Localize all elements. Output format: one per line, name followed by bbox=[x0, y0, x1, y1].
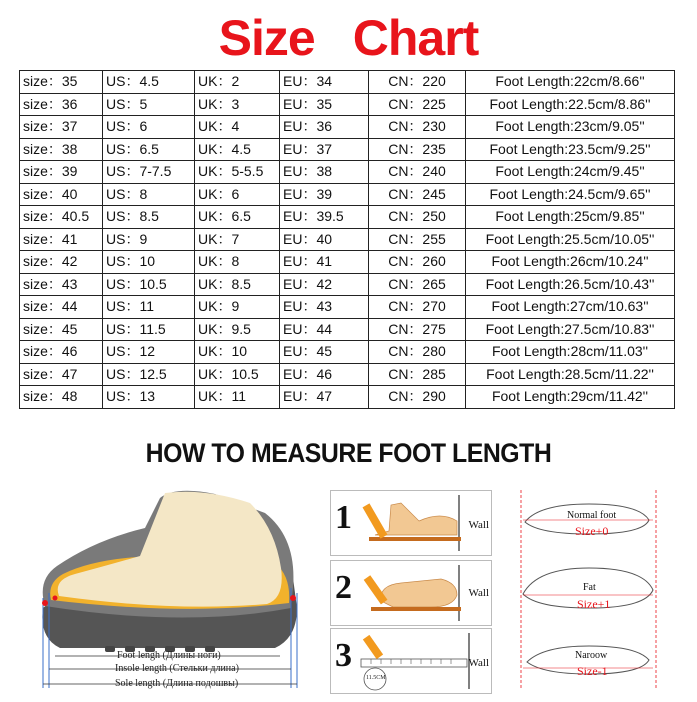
uk-cell: UK：10.5 bbox=[195, 363, 280, 386]
table-row bbox=[20, 138, 675, 161]
step-3-wall-label: Wall bbox=[468, 657, 489, 669]
cn-cell: CN：225 bbox=[369, 93, 466, 116]
uk-cell: UK：7 bbox=[195, 228, 280, 251]
eu-cell: EU：47 bbox=[280, 386, 369, 409]
uk-cell: UK：9.5 bbox=[195, 318, 280, 341]
table-row bbox=[20, 116, 675, 139]
us-cell: US：6.5 bbox=[103, 138, 195, 161]
step-1-number: 1 bbox=[335, 499, 352, 536]
foot-length-cell: Foot Length:25.5cm/10.05'' bbox=[466, 228, 675, 251]
us-cell: US：12 bbox=[103, 341, 195, 364]
uk-cell: UK：6.5 bbox=[195, 206, 280, 229]
eu-cell: EU：42 bbox=[280, 273, 369, 296]
eu-cell: EU：39 bbox=[280, 183, 369, 206]
table-row bbox=[20, 318, 675, 341]
eu-cell: EU：39.5 bbox=[280, 206, 369, 229]
size-cell: size：43 bbox=[20, 273, 103, 296]
us-cell: US：6 bbox=[103, 116, 195, 139]
foot-length-cell: Foot Length:24cm/9.45'' bbox=[466, 161, 675, 184]
cn-cell: CN：255 bbox=[369, 228, 466, 251]
table-row bbox=[20, 251, 675, 274]
uk-cell: UK：11 bbox=[195, 386, 280, 409]
size-cell: size：37 bbox=[20, 116, 103, 139]
step-3-number: 3 bbox=[335, 637, 352, 674]
foot-length-cell: Foot Length:22cm/8.66'' bbox=[466, 71, 675, 94]
foot-length-label: Foot lengh (Длины ноги) bbox=[117, 650, 221, 661]
table-row bbox=[20, 363, 675, 386]
foot-length-cell: Foot Length:26.5cm/10.43'' bbox=[466, 273, 675, 296]
size-cell: size：35 bbox=[20, 71, 103, 94]
foot-length-cell: Foot Length:27cm/10.63'' bbox=[466, 296, 675, 319]
foot-length-cell: Foot Length:23cm/9.05'' bbox=[466, 116, 675, 139]
eu-cell: EU：34 bbox=[280, 71, 369, 94]
us-cell: US：9 bbox=[103, 228, 195, 251]
us-cell: US：7-7.5 bbox=[103, 161, 195, 184]
uk-cell: UK：8 bbox=[195, 251, 280, 274]
us-cell: US：10.5 bbox=[103, 273, 195, 296]
uk-cell: UK：6 bbox=[195, 183, 280, 206]
cn-cell: CN：230 bbox=[369, 116, 466, 139]
insole-length-label: Insole length (Стельки длина) bbox=[115, 663, 239, 674]
step-1-wall-label: Wall bbox=[468, 519, 489, 531]
foot-length-cell: Foot Length:28.5cm/11.22'' bbox=[466, 363, 675, 386]
cn-cell: CN：240 bbox=[369, 161, 466, 184]
size-cell: size：48 bbox=[20, 386, 103, 409]
eu-cell: EU：45 bbox=[280, 341, 369, 364]
step-3-ruler-graphic bbox=[331, 629, 491, 693]
foot-length-cell: Foot Length:28cm/11.03'' bbox=[466, 341, 675, 364]
uk-cell: UK：9 bbox=[195, 296, 280, 319]
uk-cell: UK：10 bbox=[195, 341, 280, 364]
foot-type-normal-size: Size+0 bbox=[575, 524, 609, 538]
eu-cell: EU：35 bbox=[280, 93, 369, 116]
cn-cell: CN：275 bbox=[369, 318, 466, 341]
table-row bbox=[20, 161, 675, 184]
size-cell: size：40 bbox=[20, 183, 103, 206]
cn-cell: CN：290 bbox=[369, 386, 466, 409]
us-cell: US：5 bbox=[103, 93, 195, 116]
how-to-measure-heading: HOW TO MEASURE FOOT LENGTH bbox=[145, 438, 552, 468]
table-row bbox=[20, 273, 675, 296]
table-row bbox=[20, 71, 675, 94]
eu-cell: EU：40 bbox=[280, 228, 369, 251]
foot-type-narrow-size: Size-1 bbox=[577, 664, 608, 678]
uk-cell: UK：2 bbox=[195, 71, 280, 94]
size-chart-table bbox=[19, 70, 675, 409]
uk-cell: UK：4 bbox=[195, 116, 280, 139]
foot-types-panel bbox=[519, 490, 658, 690]
us-cell: US：8.5 bbox=[103, 206, 195, 229]
step-2-number: 2 bbox=[335, 569, 352, 606]
size-cell: size：44 bbox=[20, 296, 103, 319]
page-title bbox=[0, 8, 697, 68]
foot-length-cell: Foot Length:23.5cm/9.25'' bbox=[466, 138, 675, 161]
foot-type-normal-name: Normal foot bbox=[567, 510, 617, 521]
foot-type-fat-size: Size+1 bbox=[577, 597, 611, 611]
ruler-mark-label: 11.5CM bbox=[366, 675, 386, 681]
foot-type-fat-name: Fat bbox=[583, 582, 596, 593]
table-row bbox=[20, 93, 675, 116]
uk-cell: UK：8.5 bbox=[195, 273, 280, 296]
shoe-cross-section-illustration bbox=[35, 488, 310, 693]
size-cell: size：45 bbox=[20, 318, 103, 341]
sole-length-label: Sole length (Длина подошвы) bbox=[115, 678, 239, 689]
eu-cell: EU：37 bbox=[280, 138, 369, 161]
foot-type-narrow-name: Naroow bbox=[575, 650, 608, 661]
step-2-panel bbox=[330, 560, 492, 626]
cn-cell: CN：285 bbox=[369, 363, 466, 386]
foot-length-cell: Foot Length:25cm/9.85'' bbox=[466, 206, 675, 229]
size-cell: size：42 bbox=[20, 251, 103, 274]
table-row bbox=[20, 228, 675, 251]
step-2-wall-label: Wall bbox=[468, 587, 489, 599]
eu-cell: EU：44 bbox=[280, 318, 369, 341]
step-3-panel bbox=[330, 628, 492, 694]
uk-cell: UK：5-5.5 bbox=[195, 161, 280, 184]
table-row bbox=[20, 296, 675, 319]
step-1-panel bbox=[330, 490, 492, 556]
size-cell: size：39 bbox=[20, 161, 103, 184]
cn-cell: CN：235 bbox=[369, 138, 466, 161]
foot-length-cell: Foot Length:22.5cm/8.86'' bbox=[466, 93, 675, 116]
uk-cell: UK：3 bbox=[195, 93, 280, 116]
step-2-foot-graphic bbox=[331, 561, 491, 625]
table-row bbox=[20, 386, 675, 409]
foot-length-cell: Foot Length:27.5cm/10.83'' bbox=[466, 318, 675, 341]
foot-length-cell: Foot Length:24.5cm/9.65'' bbox=[466, 183, 675, 206]
size-cell: size：36 bbox=[20, 93, 103, 116]
cn-cell: CN：250 bbox=[369, 206, 466, 229]
eu-cell: EU：46 bbox=[280, 363, 369, 386]
size-cell: size：47 bbox=[20, 363, 103, 386]
eu-cell: EU：43 bbox=[280, 296, 369, 319]
title-size: Size bbox=[218, 10, 315, 66]
cn-cell: CN：265 bbox=[369, 273, 466, 296]
us-cell: US：4.5 bbox=[103, 71, 195, 94]
eu-cell: EU：38 bbox=[280, 161, 369, 184]
title-chart: Chart bbox=[352, 10, 479, 66]
foot-length-cell: Foot Length:26cm/10.24'' bbox=[466, 251, 675, 274]
size-cell: size：46 bbox=[20, 341, 103, 364]
eu-cell: EU：41 bbox=[280, 251, 369, 274]
us-cell: US：10 bbox=[103, 251, 195, 274]
us-cell: US：13 bbox=[103, 386, 195, 409]
step-1-foot-graphic bbox=[331, 491, 491, 555]
table-row bbox=[20, 183, 675, 206]
foot-length-cell: Foot Length:29cm/11.42'' bbox=[466, 386, 675, 409]
us-cell: US：11.5 bbox=[103, 318, 195, 341]
cn-cell: CN：245 bbox=[369, 183, 466, 206]
eu-cell: EU：36 bbox=[280, 116, 369, 139]
us-cell: US：8 bbox=[103, 183, 195, 206]
size-cell: size：40.5 bbox=[20, 206, 103, 229]
size-cell: size：38 bbox=[20, 138, 103, 161]
table-row bbox=[20, 206, 675, 229]
us-cell: US：12.5 bbox=[103, 363, 195, 386]
us-cell: US：11 bbox=[103, 296, 195, 319]
table-row bbox=[20, 341, 675, 364]
cn-cell: CN：280 bbox=[369, 341, 466, 364]
uk-cell: UK：4.5 bbox=[195, 138, 280, 161]
size-cell: size：41 bbox=[20, 228, 103, 251]
cn-cell: CN：270 bbox=[369, 296, 466, 319]
cn-cell: CN：260 bbox=[369, 251, 466, 274]
cn-cell: CN：220 bbox=[369, 71, 466, 94]
